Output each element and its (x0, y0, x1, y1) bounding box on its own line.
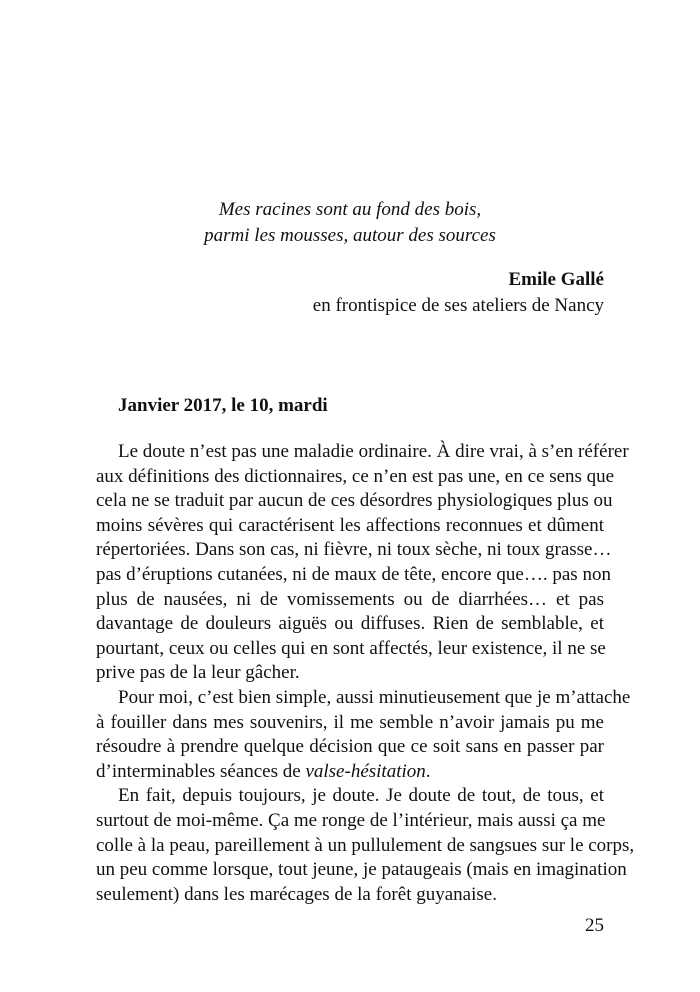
text-line: Pour moi, c’est bien simple, aussi minutieusement que je m’attache (118, 686, 631, 708)
text-line: surtout de moi-même. Ça me ronge de l’intérieur, mais aussi ça me (96, 809, 606, 831)
text-line: colle à la peau, pareillement à un pullulement de sangsues sur le corps, (96, 834, 635, 856)
text-line (96, 760, 604, 785)
epigraph-attribution (313, 267, 604, 319)
paragraph (96, 686, 631, 784)
text-line: Le doute n’est pas une maladie ordinaire. À dire vrai, à s’en référer (118, 441, 629, 462)
text-fragment: . (425, 760, 431, 782)
text-line: cela ne se traduit par aucun de ces désordres physiologiques plus ou (96, 490, 613, 512)
epigraph-line: parmi les mousses, autour des sources (204, 225, 496, 246)
entry-heading: Janvier 2017, le 10, mardi (118, 395, 328, 416)
text-line: à fouiller dans mes souvenirs, il me semble n’avoir jamais pu me (96, 711, 604, 733)
text-line: pourtant, ceux ou celles qui en sont affectés, leur existence, il ne se (96, 637, 606, 659)
text-line: plus de nausées, ni de vomissements ou de diarrhées… et pas (96, 588, 604, 610)
page-number: 25 (585, 915, 604, 936)
text-line: résoudre à prendre quelque décision que ce soit sans en passer par (96, 736, 604, 758)
paragraph (96, 440, 629, 686)
epigraph (96, 197, 604, 249)
epigraph-line: Mes racines sont au fond des bois, (218, 199, 482, 220)
paragraph (96, 784, 635, 907)
epigraph-source: en frontispice de ses ateliers de Nancy (312, 295, 604, 316)
italic-term: valse-hésitation (305, 760, 426, 782)
text-line: En fait, depuis toujours, je doute. Je doute de tout, de tous, et (118, 785, 604, 807)
text-line: pas d’éruptions cutanées, ni de maux de tête, encore que…. pas non (96, 563, 611, 585)
text-line: répertoriées. Dans son cas, ni fièvre, ni toux sèche, ni toux grasse… (96, 539, 612, 561)
epigraph-author: Emile Gallé (508, 269, 604, 290)
text-line: seulement) dans les marécages de la forêt guyanaise. (96, 883, 497, 905)
text-line: aux définitions des dictionnaires, ce n’en est pas une, en ce sens que (96, 465, 615, 487)
text-line: un peu comme lorsque, tout jeune, je pataugeais (mais en imagination (96, 859, 627, 881)
entry-body (96, 440, 635, 907)
text-fragment: d’interminables séances de (96, 760, 306, 782)
text-line: davantage de douleurs aiguës ou diffuses. Rien de semblable, et (96, 613, 604, 635)
text-line: moins sévères qui caractérisent les affections reconnues et dûment (96, 514, 604, 536)
text-line: prive pas de la leur gâcher. (96, 662, 300, 684)
